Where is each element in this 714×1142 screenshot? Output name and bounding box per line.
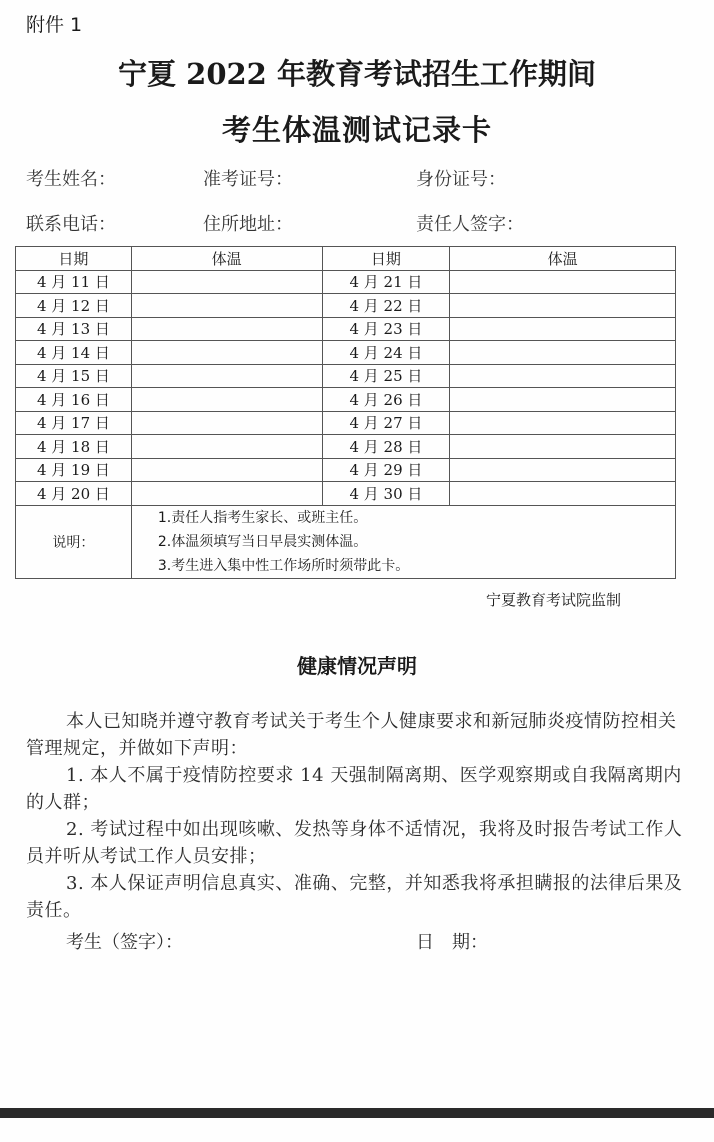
date-cell: 4 月 17 日 [16, 411, 132, 435]
temperature-cell[interactable] [131, 364, 322, 388]
field-address: 住所地址： [203, 214, 293, 235]
temperature-record-table [15, 246, 676, 579]
temperature-cell[interactable] [450, 458, 676, 482]
date-cell: 4 月 18 日 [16, 435, 132, 459]
note-item: 2.体温须填写当日早晨实测体温。 [157, 533, 368, 550]
attachment-label: 附件 1 [26, 14, 83, 36]
header-date-right: 日期 [322, 247, 450, 271]
table-row [16, 364, 676, 388]
table-row [16, 294, 676, 318]
table-row [16, 341, 676, 365]
notes-label: 说明： [16, 505, 132, 578]
field-phone: 联系电话： [26, 214, 116, 235]
date-cell: 4 月 25 日 [322, 364, 450, 388]
temperature-cell[interactable] [450, 341, 676, 365]
table-row [16, 458, 676, 482]
declaration-intro: 本人已知晓并遵守教育考试关于考生个人健康要求和新冠肺炎疫情防控相关管理规定，并做如下声明： [26, 711, 677, 759]
declaration-item: 1. 本人不属于疫情防控要求 14 天强制隔离期、医学观察期或自我隔离期内的人群； [26, 765, 682, 813]
field-guardian-signature: 责任人签字： [416, 214, 524, 235]
date-cell: 4 月 15 日 [16, 364, 132, 388]
document-title-line1: 宁夏 2022 年教育考试招生工作期间 [118, 57, 596, 91]
table-row [16, 435, 676, 459]
temperature-cell[interactable] [131, 341, 322, 365]
bottom-divider-bar [0, 1108, 714, 1118]
declaration-body [26, 708, 686, 924]
notes-content [131, 505, 675, 578]
date-cell: 4 月 21 日 [322, 270, 450, 294]
temperature-cell[interactable] [131, 458, 322, 482]
table-row [16, 388, 676, 412]
temperature-cell[interactable] [450, 294, 676, 318]
date-cell: 4 月 24 日 [322, 341, 450, 365]
temperature-cell[interactable] [450, 482, 676, 506]
header-temp-right: 体温 [450, 247, 676, 271]
table-row [16, 411, 676, 435]
declaration-item: 2. 考试过程中如出现咳嗽、发热等身体不适情况，我将及时报告考试工作人员并听从考试工作人员安排； [26, 819, 683, 867]
header-temp-left: 体温 [131, 247, 322, 271]
table-row [16, 482, 676, 506]
supervisor-label: 宁夏教育考试院监制 [486, 591, 622, 609]
temperature-cell[interactable] [131, 482, 322, 506]
field-id-number: 身份证号： [416, 169, 506, 190]
table-row [16, 270, 676, 294]
date-cell: 4 月 27 日 [322, 411, 450, 435]
header-date-left: 日期 [16, 247, 132, 271]
date-cell: 4 月 12 日 [16, 294, 132, 318]
temperature-cell[interactable] [450, 270, 676, 294]
temperature-cell[interactable] [131, 388, 322, 412]
field-admission-number: 准考证号： [203, 169, 293, 190]
date-cell: 4 月 16 日 [16, 388, 132, 412]
date-cell: 4 月 13 日 [16, 317, 132, 341]
date-cell: 4 月 20 日 [16, 482, 132, 506]
note-item: 3.考生进入集中性工作场所时须带此卡。 [157, 557, 410, 574]
date-cell: 4 月 29 日 [322, 458, 450, 482]
table-header-row [16, 247, 676, 271]
date-cell: 4 月 23 日 [322, 317, 450, 341]
date-cell: 4 月 26 日 [322, 388, 450, 412]
date-cell: 4 月 28 日 [322, 435, 450, 459]
date-cell: 4 月 11 日 [16, 270, 132, 294]
declaration-title: 健康情况声明 [297, 654, 417, 678]
date-cell: 4 月 22 日 [322, 294, 450, 318]
temperature-cell[interactable] [450, 388, 676, 412]
temperature-cell[interactable] [131, 317, 322, 341]
date-cell: 4 月 19 日 [16, 458, 132, 482]
temperature-cell[interactable] [450, 317, 676, 341]
date-cell: 4 月 30 日 [322, 482, 450, 506]
temperature-cell[interactable] [450, 364, 676, 388]
table-row [16, 317, 676, 341]
date-cell: 4 月 14 日 [16, 341, 132, 365]
temperature-cell[interactable] [131, 435, 322, 459]
temperature-cell[interactable] [450, 435, 676, 459]
temperature-cell[interactable] [131, 270, 322, 294]
temperature-cell[interactable] [450, 411, 676, 435]
document-title-line2: 考生体温测试记录卡 [221, 113, 492, 147]
date-label: 日 期： [416, 932, 488, 953]
notes-row [16, 505, 676, 578]
temperature-cell[interactable] [131, 411, 322, 435]
field-student-name: 考生姓名： [26, 169, 116, 190]
note-item: 1.责任人指考生家长、或班主任。 [157, 509, 368, 526]
declaration-item: 3. 本人保证声明信息真实、准确、完整，并知悉我将承担瞒报的法律后果及责任。 [26, 873, 683, 921]
signature-label: 考生（签字）： [66, 932, 183, 953]
temperature-cell[interactable] [131, 294, 322, 318]
